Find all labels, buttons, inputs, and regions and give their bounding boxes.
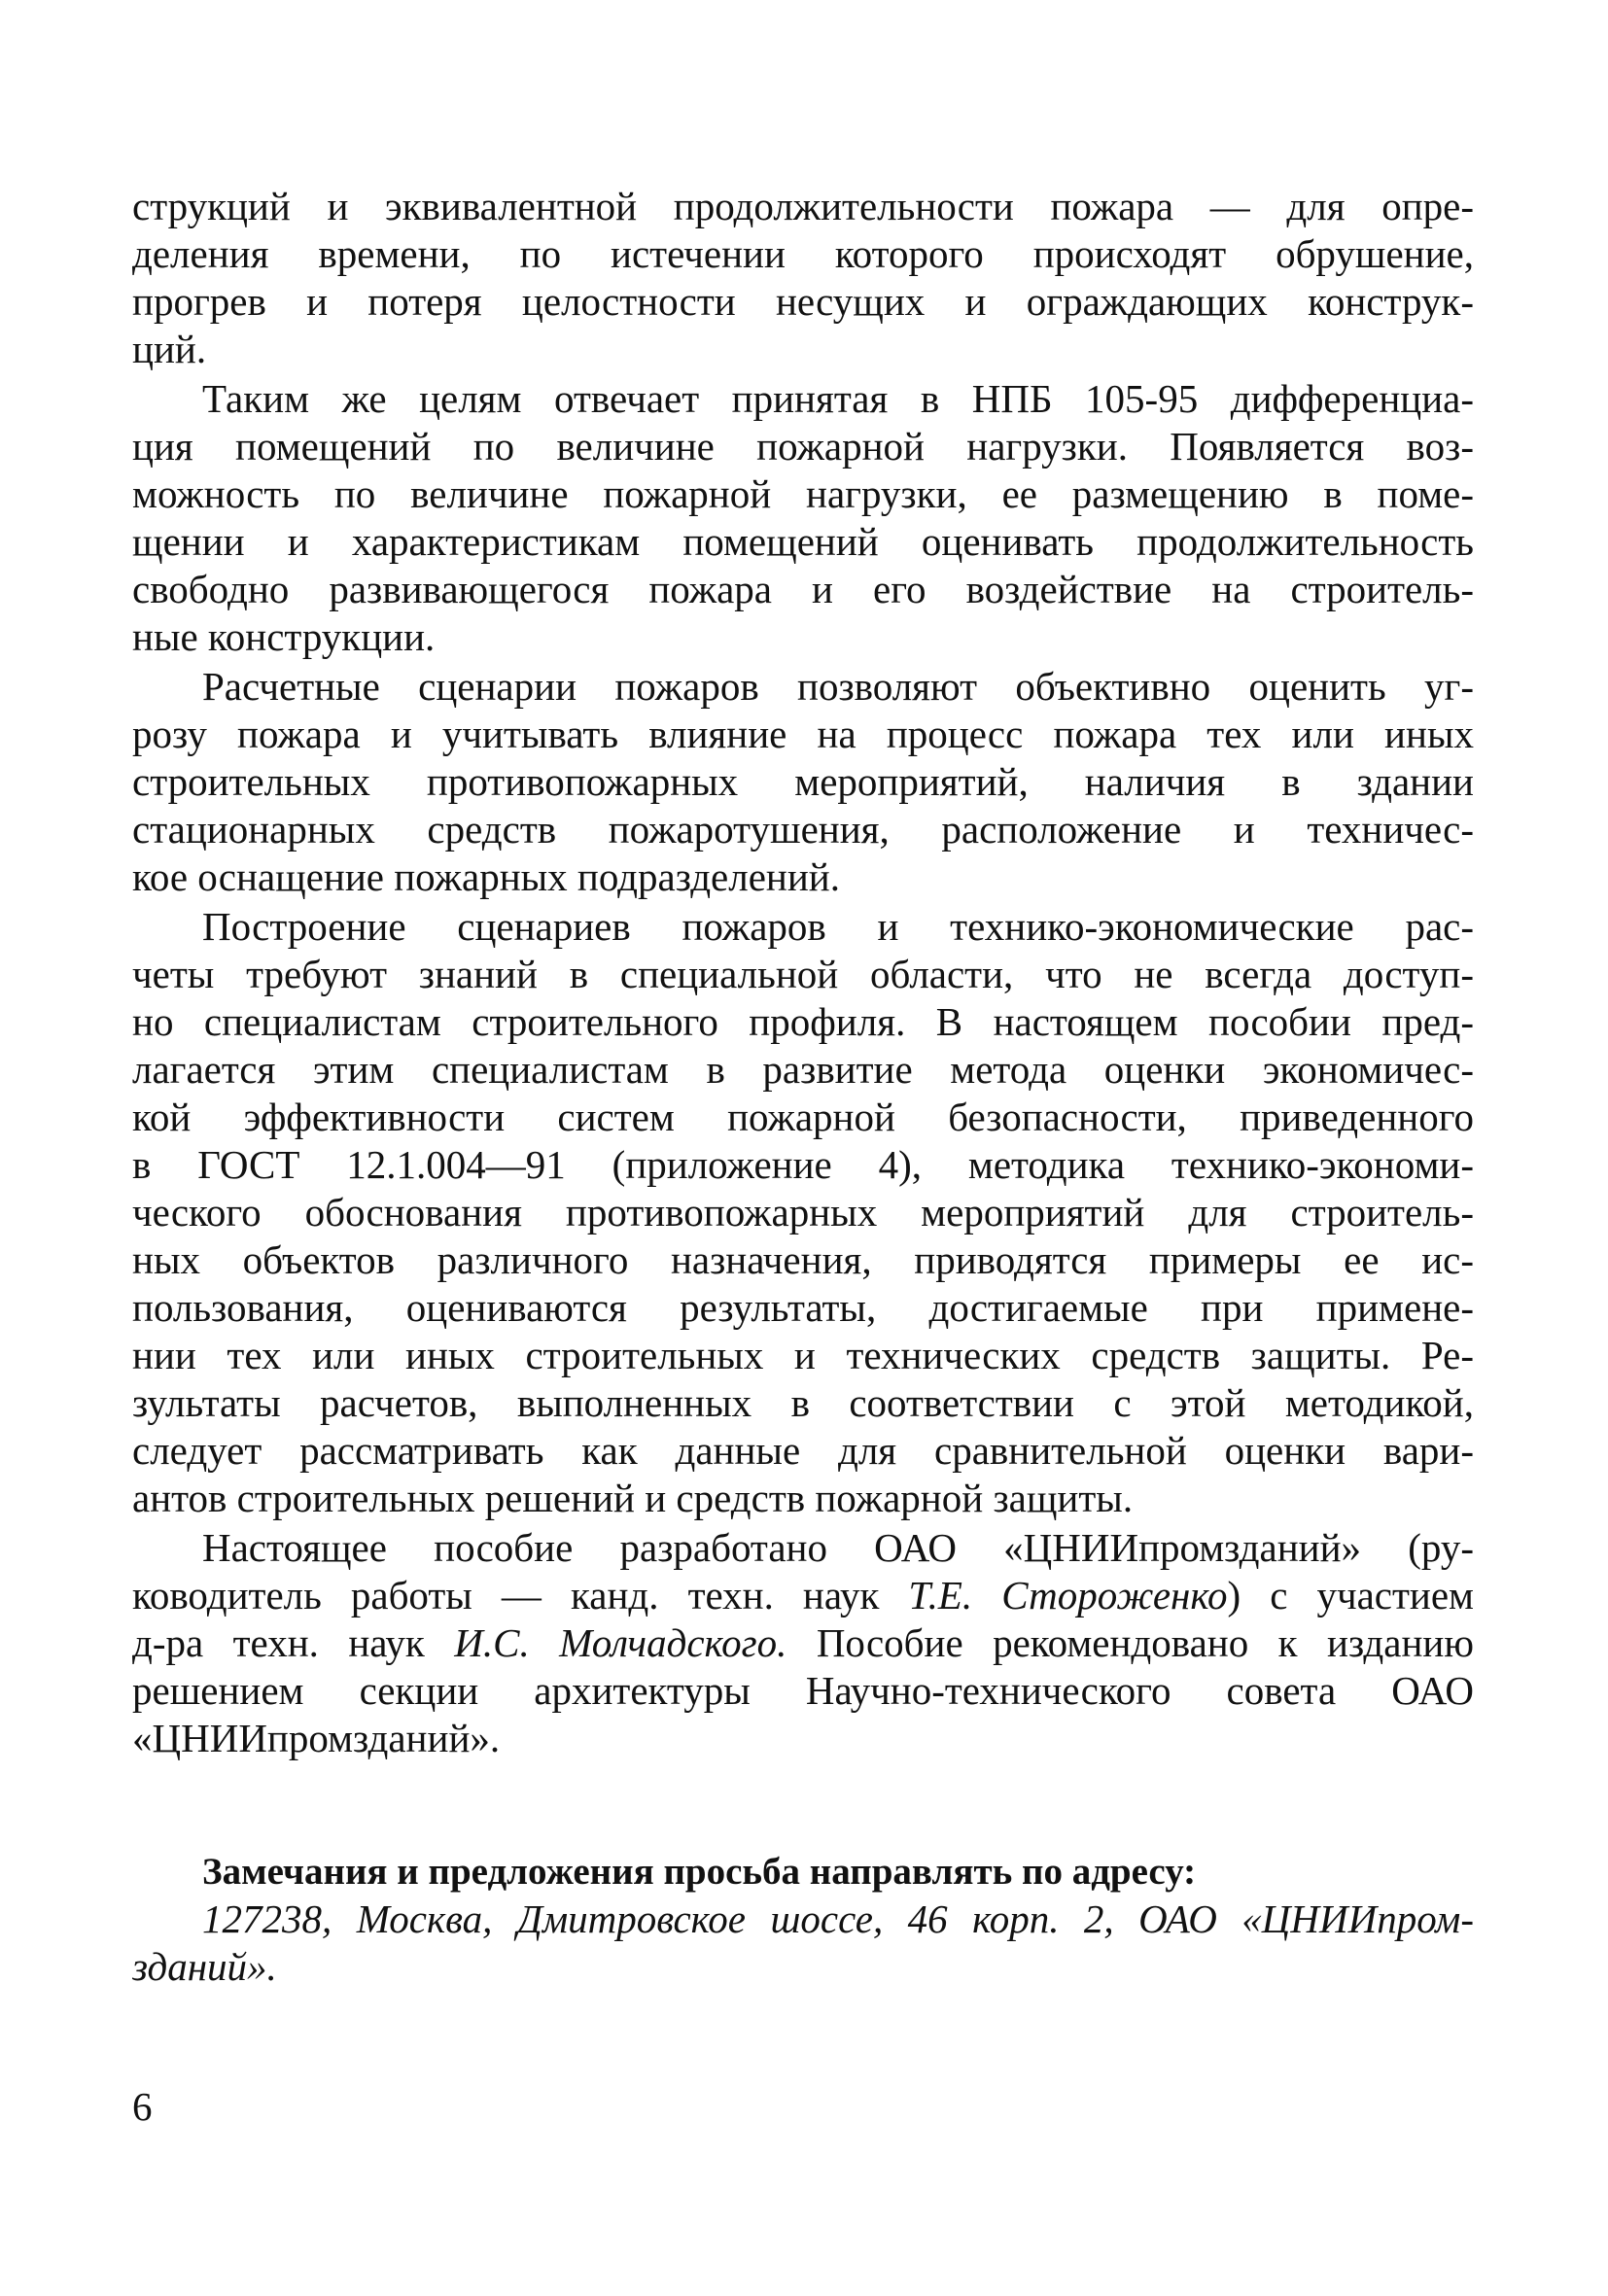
text-line: свободно развивающегося пожара и его воздействие на строитель-	[132, 567, 1474, 611]
author-name: И.С. Молчадского.	[454, 1620, 787, 1665]
document-page	[132, 183, 1474, 1991]
text-line: следует рассматривать как данные для сравнительной оценки вари-	[132, 1428, 1474, 1473]
text-fragment: ) с участием	[1227, 1573, 1474, 1618]
text-line: в ГОСТ 12.1.004—91 (приложение 4), методика технико-экономи-	[132, 1142, 1474, 1187]
text-line: ных объектов различного назначения, приводятся примеры ее ис-	[132, 1237, 1474, 1282]
paragraph-2	[132, 375, 1474, 661]
page-number: 6	[132, 2084, 153, 2129]
text-line: ций.	[132, 327, 207, 371]
text-line: Таким же целям отвечает принятая в НПБ 105-95 дифференциа-	[202, 376, 1474, 421]
text-line: ные конструкции.	[132, 614, 436, 659]
text-line	[132, 1619, 1474, 1667]
text-line: ческого обоснования противопожарных мероприятий для строитель-	[132, 1190, 1474, 1235]
text-line: строительных противопожарных мероприятий, наличия в здании	[132, 759, 1474, 804]
text-fragment: д-ра техн. наук	[132, 1620, 455, 1665]
text-line: можность по величине пожарной нагрузки, ее размещению в поме-	[132, 471, 1474, 516]
paragraph-4	[132, 903, 1474, 1522]
paragraph-credits	[132, 1524, 1474, 1762]
author-name: Т.Е. Стороженко	[908, 1573, 1228, 1618]
text-fragment: Пособие рекомендовано к изданию	[787, 1620, 1474, 1665]
text-line: но специалистам строительного профиля. В настоящем пособии пред-	[132, 999, 1474, 1044]
text-line: «ЦНИИпромзданий».	[132, 1716, 501, 1760]
text-line: Настоящее пособие разработано ОАО «ЦНИИпромзданий» (ру-	[202, 1525, 1474, 1570]
note-heading: Замечания и предложения просьба направлять по адресу:	[202, 1851, 1197, 1893]
paragraph-3	[132, 663, 1474, 901]
text-line: четы требуют знаний в специальной области, что не всегда доступ-	[132, 952, 1474, 996]
text-line: деления времени, по истечении которого происходят обрушение,	[132, 231, 1474, 276]
paragraph-1	[132, 183, 1474, 373]
text-line: кое оснащение пожарных подразделений.	[132, 854, 840, 899]
address-line: зданий».	[132, 1944, 277, 1989]
text-line: ция помещений по величине пожарной нагрузки. Появляется воз-	[132, 424, 1474, 469]
text-line: струкций и эквивалентной продолжительности пожара — для опре-	[132, 184, 1474, 228]
text-line: пользования, оцениваются результаты, достигаемые при примене-	[132, 1285, 1474, 1330]
contact-note	[132, 1848, 1474, 1991]
text-line: розу пожара и учитывать влияние на процесс пожара тех или иных	[132, 712, 1474, 756]
address-line: 127238, Москва, Дмитровское шоссе, 46 корп. 2, ОАО «ЦНИИпром-	[202, 1896, 1474, 1941]
text-line: антов строительных решений и средств пожарной защиты.	[132, 1476, 1134, 1520]
text-fragment: ководитель работы — канд. техн. наук	[132, 1573, 909, 1618]
text-line: лагается этим специалистам в развитие метода оценки экономичес-	[132, 1047, 1474, 1092]
text-line	[132, 1572, 1474, 1619]
text-line: кой эффективности систем пожарной безопасности, приведенного	[132, 1095, 1474, 1139]
text-line: стационарных средств пожаротушения, расположение и техничес-	[132, 807, 1474, 852]
text-line: щении и характеристикам помещений оценивать продолжительность	[132, 519, 1474, 564]
text-line: зультаты расчетов, выполненных в соответствии с этой методикой,	[132, 1380, 1474, 1425]
text-line: решением секции архитектуры Научно-технического совета ОАО	[132, 1668, 1474, 1713]
text-line: прогрев и потеря целостности несущих и ограждающих конструк-	[132, 279, 1474, 324]
text-line: нии тех или иных строительных и технических средств защиты. Ре-	[132, 1333, 1474, 1377]
text-line: Расчетные сценарии пожаров позволяют объективно оценить уг-	[202, 664, 1474, 709]
text-line: Построение сценариев пожаров и технико-экономические рас-	[202, 904, 1474, 949]
